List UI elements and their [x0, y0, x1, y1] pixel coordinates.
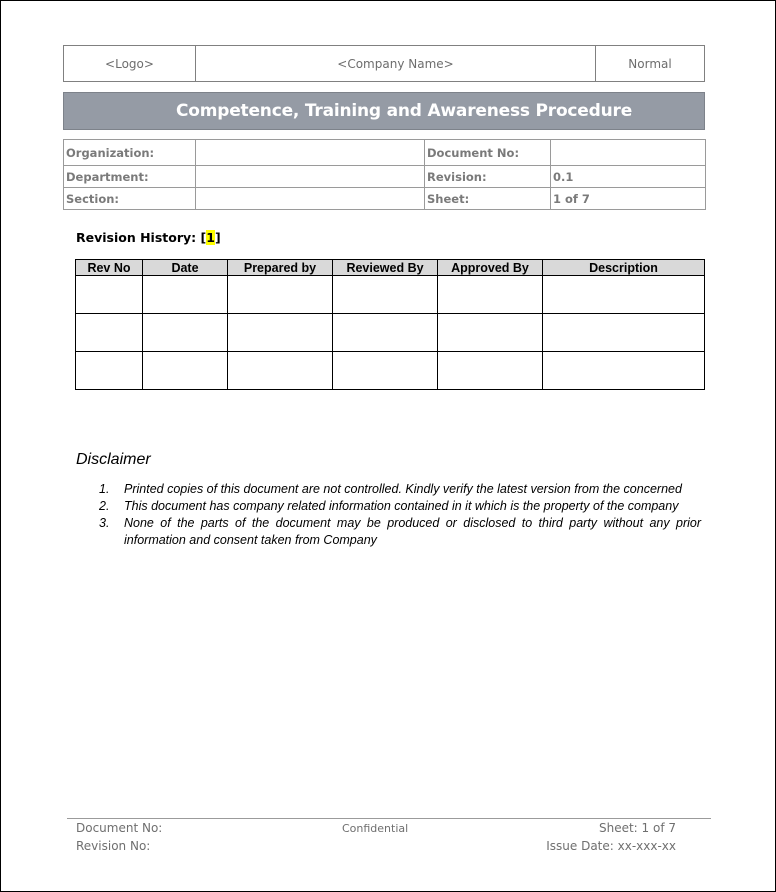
info-label: Section: — [64, 188, 196, 210]
disclaimer-list — [99, 481, 701, 549]
footer-confidential: Confidential — [342, 822, 409, 835]
info-value: 1 of 7 — [551, 188, 706, 210]
info-label: Document No: — [425, 140, 551, 166]
table-cell[interactable] — [143, 352, 228, 390]
table-cell[interactable] — [76, 276, 143, 314]
table-cell[interactable] — [76, 352, 143, 390]
list-number: 3. — [99, 516, 110, 530]
table-row — [76, 314, 705, 352]
table-cell[interactable] — [438, 352, 543, 390]
info-row-section — [64, 188, 706, 210]
disclaimer-text: Printed copies of this document are not controlled. Kindly verify the latest version from the concerned — [124, 482, 682, 496]
table-cell[interactable] — [333, 276, 438, 314]
table-cell[interactable] — [143, 314, 228, 352]
column-header: Prepared by — [228, 260, 333, 276]
table-cell[interactable] — [438, 314, 543, 352]
footer-divider — [67, 818, 711, 819]
column-header: Rev No — [76, 260, 143, 276]
revision-reference[interactable]: 1 — [206, 230, 215, 245]
info-label: Revision: — [425, 166, 551, 188]
table-cell[interactable] — [143, 276, 228, 314]
table-row — [76, 276, 705, 314]
table-cell[interactable] — [333, 314, 438, 352]
footer-revision-no: Revision No: — [76, 839, 151, 853]
disclaimer-heading: Disclaimer — [76, 451, 151, 468]
disclaimer-item — [99, 481, 701, 498]
table-cell[interactable] — [543, 314, 705, 352]
info-label: Department: — [64, 166, 196, 188]
disclaimer-text: None of the parts of the document may be produced or disclosed to third party without any prior information and consent taken from Company — [124, 516, 701, 547]
info-value — [196, 166, 425, 188]
table-cell[interactable] — [228, 276, 333, 314]
disclaimer-text: This document has company related information contained in it which is the property of the company — [124, 499, 679, 513]
footer-issue-date: Issue Date: xx-xxx-xx — [546, 839, 676, 853]
list-number: 1. — [99, 482, 110, 496]
table-row — [76, 352, 705, 390]
info-value — [551, 140, 706, 166]
table-cell[interactable] — [543, 352, 705, 390]
column-header: Approved By — [438, 260, 543, 276]
table-cell[interactable] — [228, 352, 333, 390]
info-row-department — [64, 166, 706, 188]
table-cell[interactable] — [228, 314, 333, 352]
document-title-bar — [63, 92, 705, 130]
column-header: Description — [543, 260, 705, 276]
info-value — [196, 188, 425, 210]
info-label: Sheet: — [425, 188, 551, 210]
revision-history-heading — [76, 230, 221, 245]
info-value: 0.1 — [551, 166, 706, 188]
disclaimer-item — [99, 498, 701, 515]
disclaimer-item — [99, 515, 701, 549]
document-info-table — [63, 139, 706, 210]
footer-document-no: Document No: — [76, 821, 163, 835]
revision-history-label: Revision History: [ — [76, 230, 207, 245]
info-row-organization — [64, 140, 706, 166]
revision-history-table — [75, 259, 705, 390]
column-header: Date — [143, 260, 228, 276]
table-cell[interactable] — [333, 352, 438, 390]
document-title: Competence, Training and Awareness Procedure — [175, 101, 633, 121]
classification-label: Normal — [628, 56, 672, 71]
company-name: <Company Name> — [196, 46, 596, 81]
info-label: Organization: — [64, 140, 196, 166]
column-header: Reviewed By — [333, 260, 438, 276]
list-number: 2. — [99, 499, 110, 513]
table-cell[interactable] — [438, 276, 543, 314]
header-table — [63, 45, 705, 82]
table-cell[interactable] — [543, 276, 705, 314]
revision-history-bracket: ] — [214, 230, 221, 245]
table-cell[interactable] — [76, 314, 143, 352]
info-value — [196, 140, 425, 166]
logo-placeholder: <Logo> — [64, 46, 196, 81]
revision-header-row — [76, 260, 705, 276]
footer-sheet: Sheet: 1 of 7 — [598, 821, 676, 835]
